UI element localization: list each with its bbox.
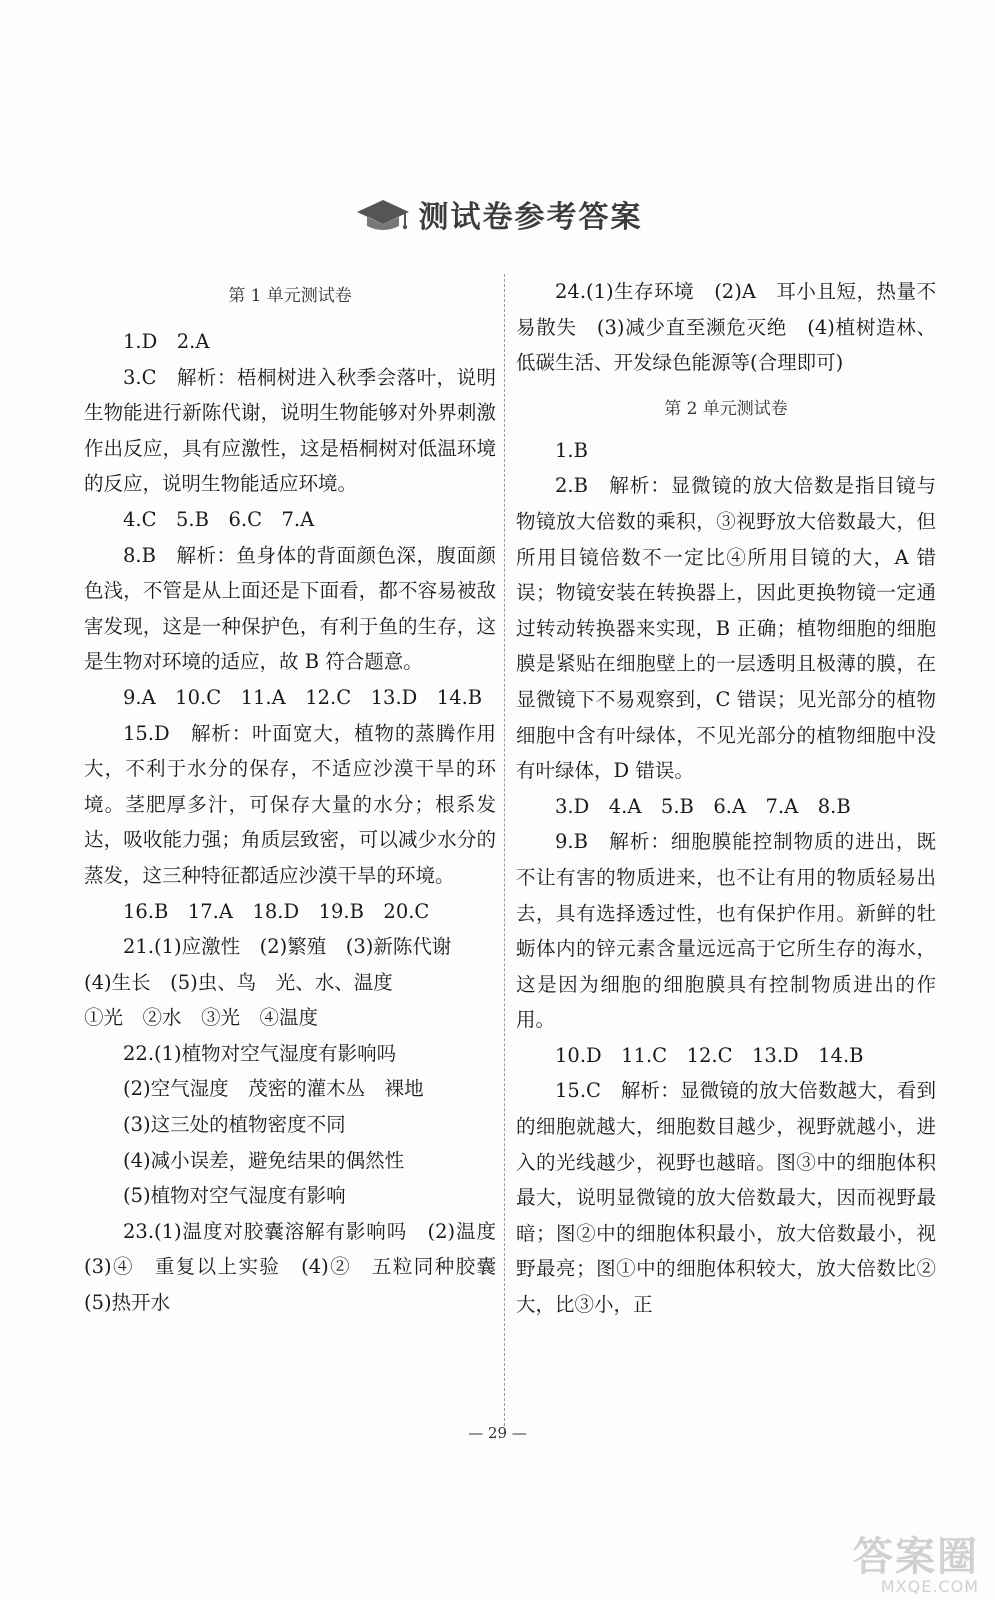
answer-paragraph: 2.B 解析：显微镜的放大倍数是指目镜与物镜放大倍数的乘积，③视野放大倍数最大，但所用目镜倍数不一定比④所用目镜的大，A 错误；物镜安装在转换器上，因此更换物镜一定通过转动转换器来实现，B 正确；植物细胞的细胞膜是紧贴在细胞壁上的一层透明且极薄的膜，在显微镜下不易观察到，C 错误；见光部分的植物细胞中含有叶绿体，不见光部分的植物细胞中没有叶绿体，D 错误。 <box>516 474 936 783</box>
section-heading: 第 1 单元测试卷 <box>228 286 352 306</box>
answer-paragraph: 9.B 解析：细胞膜能控制物质的进出，既不让有害的物质进来，也不让有用的物质轻易出去，具有选择透过性，也有保护作用。新鲜的牡蛎体内的锌元素含量远远高于它所生存的海水，这是因为细胞的细胞膜具有控制物质进出的作用。 <box>516 830 936 1032</box>
answer-paragraph: 1.B <box>555 438 588 462</box>
graduation-cap-icon <box>353 194 411 234</box>
answer-paragraph: 9.A 10.C 11.A 12.C 13.D 14.B <box>123 685 483 709</box>
answer-paragraph: 1.D 2.A <box>123 330 210 353</box>
answer-paragraph: 23.(1)温度对胶囊溶解有影响吗 (2)温度 (3)④ 重复以上实验 (4)② 五粒同种胶囊 (5)热开水 <box>84 1219 516 1315</box>
answer-paragraph: (2)空气湿度 茂密的灌木丛 裸地 <box>123 1077 424 1101</box>
page-title: 测试卷参考答案 <box>418 200 643 235</box>
answer-paragraph: ①光 ②水 ③光 ④温度 <box>84 1006 319 1030</box>
left-column <box>84 274 516 1321</box>
title-block <box>0 192 995 236</box>
page-number: — 29 — <box>468 1424 527 1442</box>
answer-paragraph: 3.C 解析：梧桐树进入秋季会落叶，说明生物能进行新陈代谢，说明生物能够对外界刺激作出反应，具有应激性，这是梧桐树对低温环境的反应，说明生物能适应环境。 <box>84 365 496 496</box>
answer-paragraph: 15.D 解析：叶面宽大，植物的蒸腾作用大，不利于水分的保存，不适应沙漠干旱的环境。茎肥厚多汁，可保存大量的水分；根系发达，吸收能力强；角质层致密，可以减少水分的蒸发，这三种特征都适应沙漠干旱的环境。 <box>84 721 496 887</box>
section-heading: 第 2 单元测试卷 <box>664 398 788 419</box>
answer-paragraph: 22.(1)植物对空气湿度有影响吗 <box>123 1041 397 1065</box>
answer-paragraph: (4)生长 (5)虫、鸟 光、水、温度 <box>84 970 393 994</box>
answer-paragraph: 15.C 解析：显微镜的放大倍数越大，看到的细胞就越大，细胞数目越少，视野就越小，进入的光线越少，视野也越暗。图③中的细胞体积最大，说明显微镜的放大倍数最大，因而视野最暗；图②中的细胞体积最小，放大倍数最小，视野最亮；图①中的细胞体积较大，放大倍数比②大，比③小，正 <box>516 1079 936 1317</box>
answer-paragraph: 10.D 11.C 12.C 13.D 14.B <box>555 1043 864 1067</box>
answer-paragraph: (4)减小误差，避免结果的偶然性 <box>123 1148 405 1172</box>
watermark-url: MXQE.COM <box>880 1577 979 1596</box>
answer-paragraph: 4.C 5.B 6.C 7.A <box>123 507 315 531</box>
column-divider <box>504 274 505 1426</box>
answer-paragraph: 16.B 17.A 18.D 19.B 20.C <box>123 899 430 923</box>
answer-paragraph: (3)这三处的植物密度不同 <box>123 1113 346 1137</box>
watermark-main: 答案圈 <box>853 1534 979 1580</box>
answer-paragraph: (5)植物对空气湿度有影响 <box>123 1184 346 1208</box>
answer-paragraph: 8.B 解析：鱼身体的背面颜色深，腹面颜色浅，不管是从上面还是下面看，都不容易被敌害发现，这是一种保护色，有利于鱼的生存，这是生物对环境的适应，故 B 符合题意。 <box>84 543 496 674</box>
watermark-logo <box>853 1534 979 1596</box>
answer-paragraph: 3.D 4.A 5.B 6.A 7.A 8.B <box>555 794 851 818</box>
right-column <box>516 274 936 1323</box>
answer-paragraph: 24.(1)生存环境 (2)A 耳小且短，热量不易散失 (3)减少直至濒危灭绝 (4)植树造林、低碳生活、开发绿色能源等(合理即可) <box>516 280 936 375</box>
answer-paragraph: 21.(1)应激性 (2)繁殖 (3)新陈代谢 <box>123 935 452 959</box>
